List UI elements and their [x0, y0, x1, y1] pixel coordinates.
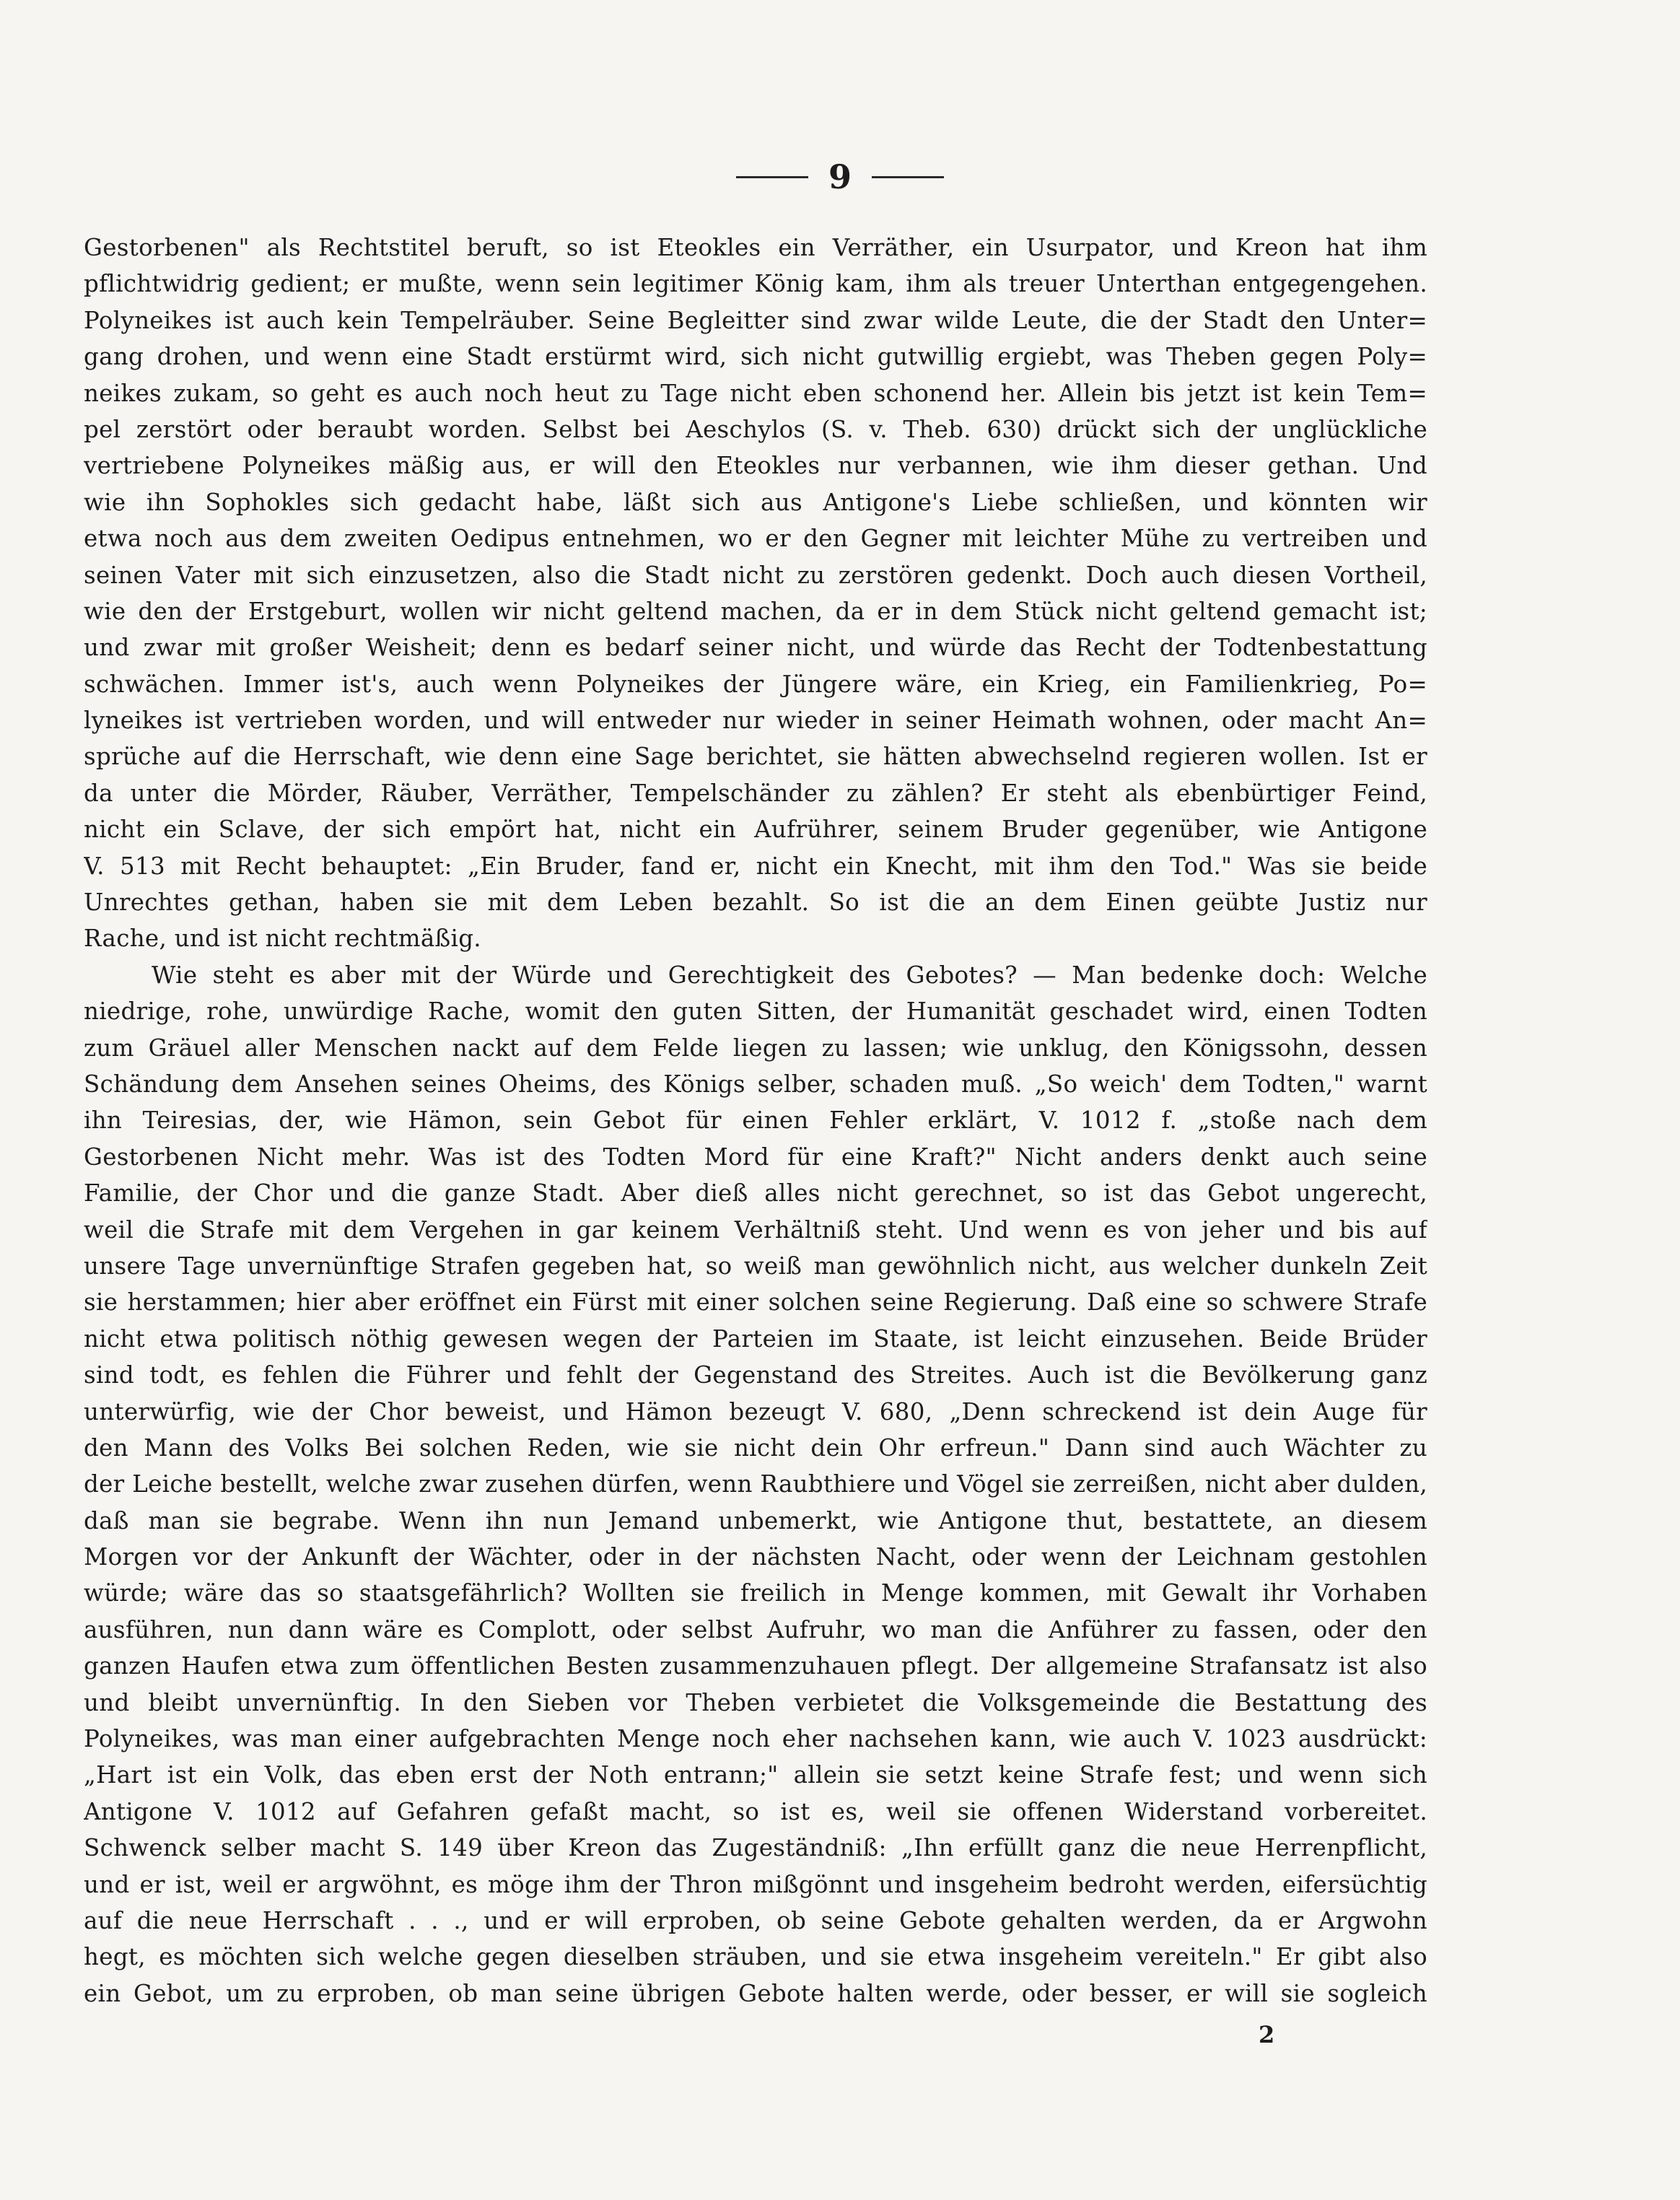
- text-line: würde; wäre das so staatsgefährlich? Wollten sie freilich in Menge kommen, mit Gewalt ihr Vorhaben: [84, 1579, 1427, 1607]
- text-line: Schändung dem Ansehen seines Oheims, des Königs selber, schaden muß. „So weich' dem Todten," warnt: [84, 1070, 1427, 1098]
- text-line: wie ihn Sophokles sich gedacht habe, läßt sich aus Antigone's Liebe schließen, und könnten wir: [84, 488, 1427, 516]
- text-line: und bleibt unvernünftig. In den Sieben vor Theben verbietet die Volksgemeinde die Bestattung des: [84, 1688, 1427, 1716]
- body-text: [84, 230, 1427, 2012]
- text-line: schwächen. Immer ist's, auch wenn Polyneikes der Jüngere wäre, ein Krieg, ein Familienkrieg, Po=: [84, 670, 1427, 698]
- text-line: Gestorbenen Nicht mehr. Was ist des Todten Mord für eine Kraft?" Nicht anders denkt auch seine: [84, 1143, 1427, 1171]
- text-line: und er ist, weil er argwöhnt, es möge ihm der Thron mißgönnt und insgeheim bedroht werden, eifersüchtig: [84, 1870, 1427, 1898]
- text-line: ihn Teiresias, der, wie Hämon, sein Gebot für einen Fehler erklärt, V. 1012 f. „stoße nach dem: [84, 1106, 1427, 1135]
- text-line: sind todt, es fehlen die Führer und fehlt der Gegenstand des Streites. Auch ist die Bevölkerung ganz: [84, 1361, 1427, 1389]
- text-line: Rache, und ist nicht rechtmäßig.: [84, 925, 481, 953]
- text-line: daß man sie begrabe. Wenn ihn nun Jemand unbemerkt, wie Antigone thut, bestattete, an diesem: [84, 1506, 1427, 1535]
- text-line: sie herstammen; hier aber eröffnet ein Fürst mit einer solchen seine Regierung. Daß eine so schwere Strafe: [84, 1288, 1427, 1317]
- text-line: hegt, es möchten sich welche gegen dieselben sträuben, und sie etwa insgeheim vereiteln." Er gibt also: [84, 1943, 1427, 1971]
- text-line: Antigone V. 1012 auf Gefahren gefaßt macht, so ist es, weil sie offenen Widerstand vorbereitet.: [84, 1797, 1427, 1825]
- text-line: zum Gräuel aller Menschen nackt auf dem Felde liegen zu lassen; wie unklug, den Königssohn, dessen: [84, 1034, 1427, 1062]
- text-line: Unrechtes gethan, haben sie mit dem Leben bezahlt. So ist die an dem Einen geübte Justiz nur: [84, 889, 1427, 917]
- text-line: Wie steht es aber mit der Würde und Gerechtigkeit des Gebotes? — Man bedenke doch: Welche: [152, 961, 1427, 989]
- text-line: Schwenck selber macht S. 149 über Kreon das Zugeständniß: „Ihn erfüllt ganz die neue Herrenpflicht,: [84, 1834, 1427, 1862]
- text-line: Morgen vor der Ankunft der Wächter, oder in der nächsten Nacht, oder wenn der Leichnam gestohlen: [84, 1543, 1427, 1571]
- text-line: und zwar mit großer Weisheit; denn es bedarf seiner nicht, und würde das Recht der Todtenbestattung: [84, 634, 1427, 662]
- header-rule-right: [872, 176, 944, 178]
- header-rule-left: [736, 176, 808, 178]
- text-line: gang drohen, und wenn eine Stadt erstürmt wird, sich nicht gutwillig ergiebt, was Theben gegen Poly=: [84, 343, 1427, 371]
- text-line: den Mann des Volks Bei solchen Reden, wie sie nicht dein Ohr erfreun." Dann sind auch Wächter zu: [84, 1433, 1427, 1462]
- text-line: da unter die Mörder, Räuber, Verräther, Tempelschänder zu zählen? Er steht als ebenbürtiger Feind,: [84, 779, 1427, 807]
- text-line: nicht ein Sclave, der sich empört hat, nicht ein Aufrührer, seinem Bruder gegenüber, wie Antigone: [84, 816, 1427, 844]
- text-line: pflichtwidrig gedient; er mußte, wenn sein legitimer König kam, ihm als treuer Unterthan entgegengehen.: [84, 270, 1427, 298]
- text-line: unsere Tage unvernünftige Strafen gegeben hat, so weiß man gewöhnlich nicht, aus welcher dunkeln Zeit: [84, 1252, 1427, 1280]
- text-line: V. 513 mit Recht behauptet: „Ein Bruder, fand er, nicht ein Knecht, mit ihm den Tod." Was sie beide: [84, 852, 1427, 880]
- text-line: „Hart ist ein Volk, das eben erst der Noth entrann;" allein sie setzt keine Strafe fest; und wenn sich: [84, 1761, 1427, 1789]
- text-line: wie den der Erstgeburt, wollen wir nicht geltend machen, da er in dem Stück nicht geltend gemacht ist;: [84, 597, 1427, 625]
- text-line: Familie, der Chor und die ganze Stadt. Aber dieß alles nicht gerechnet, so ist das Gebot ungerecht,: [84, 1179, 1427, 1208]
- text-line: der Leiche bestellt, welche zwar zusehen dürfen, wenn Raubthiere und Vögel sie zerreißen, nicht aber dulden,: [84, 1470, 1427, 1498]
- text-line: auf die neue Herrschaft . . ., und er will erproben, ob seine Gebote gehalten werden, da er Argwohn: [84, 1906, 1427, 1934]
- text-line: niedrige, rohe, unwürdige Rache, womit den guten Sitten, der Humanität geschadet wird, einen Todten: [84, 998, 1427, 1026]
- text-line: unterwürfig, wie der Chor beweist, und Hämon bezeugt V. 680, „Denn schreckend ist dein Auge für: [84, 1397, 1427, 1426]
- text-line: seinen Vater mit sich einzusetzen, also die Stadt nicht zu zerstören gedenkt. Doch auch diesen Vortheil,: [84, 561, 1427, 589]
- text-line: sprüche auf die Herrschaft, wie denn eine Sage berichtet, sie hätten abwechselnd regieren wollen. Ist er: [84, 743, 1427, 771]
- text-line: Polyneikes, was man einer aufgebrachten Menge noch eher nachsehen kann, wie auch V. 1023 ausdrückt:: [84, 1725, 1427, 1753]
- page-number: 9: [828, 157, 852, 196]
- text-line: weil die Strafe mit dem Vergehen in gar keinem Verhältniß steht. Und wenn es von jeher und bis auf: [84, 1215, 1427, 1244]
- text-line: Polyneikes ist auch kein Tempelräuber. Seine Begleitter sind zwar wilde Leute, die der Stadt den Unter=: [84, 306, 1427, 334]
- page-header: [0, 157, 1680, 196]
- text-line: vertriebene Polyneikes mäßig aus, er will den Eteokles nur verbannen, wie ihm dieser gethan. Und: [84, 452, 1427, 480]
- text-line: pel zerstört oder beraubt worden. Selbst bei Aeschylos (S. v. Theb. 630) drückt sich der unglückliche: [84, 415, 1427, 443]
- text-line: lyneikes ist vertrieben worden, und will entweder nur wieder in seiner Heimath wohnen, oder macht An=: [84, 707, 1427, 735]
- text-line: Gestorbenen" als Rechtstitel beruft, so ist Eteokles ein Verräther, ein Usurpator, und Kreon hat ihm: [84, 234, 1427, 261]
- text-line: etwa noch aus dem zweiten Oedipus entnehmen, wo er den Gegner mit leichter Mühe zu vertreiben und: [84, 525, 1427, 553]
- text-line: neikes zukam, so geht es auch noch heut zu Tage nicht eben schonend her. Allein bis jetzt ist kein Tem=: [84, 379, 1427, 407]
- text-line: ausführen, nun dann wäre es Complott, oder selbst Aufruhr, wo man die Anführer zu fassen, oder den: [84, 1615, 1427, 1644]
- text-line: nicht etwa politisch nöthig gewesen wegen der Parteien im Staate, ist leicht einzusehen. Beide Brüder: [84, 1324, 1427, 1353]
- signature-mark: 2: [1259, 2021, 1275, 2048]
- text-line: ganzen Haufen etwa zum öffentlichen Besten zusammenzuhauen pflegt. Der allgemeine Strafansatz ist also: [84, 1652, 1427, 1680]
- text-line: ein Gebot, um zu erproben, ob man seine übrigen Gebote halten werde, oder besser, er will sie sogleich: [84, 1979, 1427, 2007]
